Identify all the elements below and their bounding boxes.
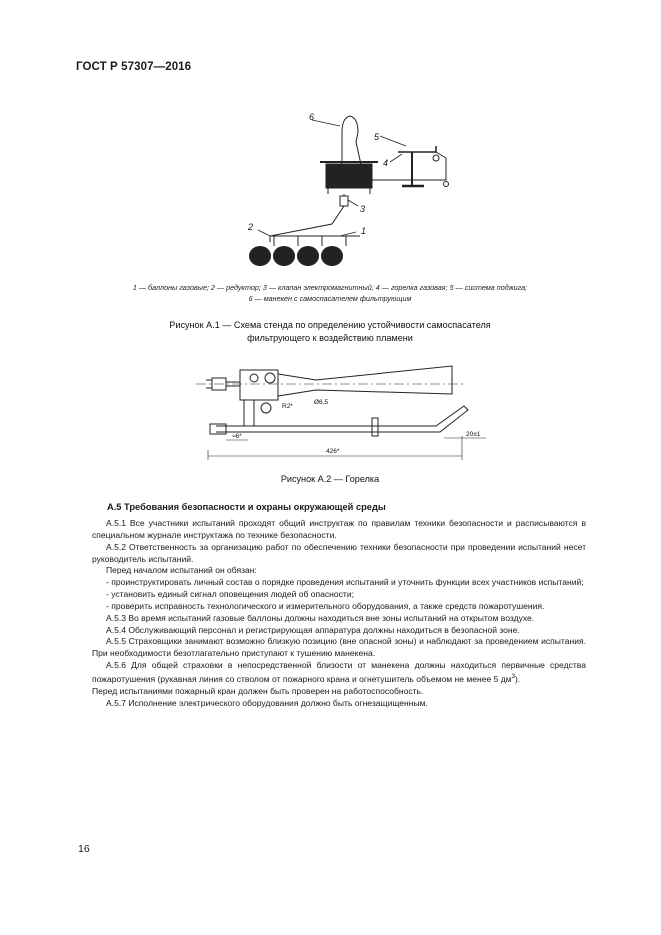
figure-a1-title xyxy=(80,319,580,345)
fig-label-2: 2 xyxy=(248,222,254,232)
legend-line-2: 6 — манекен с самоспасателем фильтрующим xyxy=(248,293,412,303)
figure-a1-test-stand-diagram xyxy=(230,100,470,275)
dim-radius: R2* xyxy=(282,403,293,410)
paragraph-a5-5: А.5.5 Страховщики занимают возможно близкую позицию (вне опасной зоны) и наблюдают за проведением испытания. При необходимости безотлагательно приступают к тушению манекена. xyxy=(92,636,586,659)
dim-small: ≈6* xyxy=(232,433,242,440)
fig-label-3: 3 xyxy=(360,204,366,214)
page-number: 16 xyxy=(78,843,90,855)
list-item-instruct: - проинструктировать личный состав о порядке проведения испытаний и уточнить функции всех участников испытаний; xyxy=(106,577,584,588)
fig-label-1: 1 xyxy=(361,226,367,236)
legend-line-1: 1 — баллоны газовые; 2 — редуктор; 3 — клапан электромагнитный; 4 — горелка газовая; 5 — система поджига; xyxy=(132,283,528,292)
paragraph-a5-6-tail: ). xyxy=(514,673,521,684)
section-heading: А.5 Требования безопасности и охраны окружающей среды xyxy=(107,502,386,512)
dim-diameter: Ø6,5 xyxy=(314,399,329,406)
section-body xyxy=(92,518,586,709)
figure-a2-title: Рисунок А.2 — Горелка xyxy=(280,474,380,484)
paragraph-a5-6 xyxy=(92,660,586,686)
dim-offset: 20±1 xyxy=(466,431,481,438)
figure-a1-title-line-2: фильтрующего к воздействию пламени xyxy=(247,333,413,343)
dim-length: 426* xyxy=(326,448,340,455)
paragraph-duties-intro: Перед началом испытаний он обязан: xyxy=(106,565,257,576)
paragraph-a5-7: А.5.7 Исполнение электрического оборудования должно быть огнезащищенным. xyxy=(106,697,428,708)
list-item-check: - проверить исправность технологического и измерительного оборудования, а также средств пожаротушения. xyxy=(106,600,545,611)
unit-superscript: 3 xyxy=(511,673,515,680)
list-item-signal: - установить единый сигнал оповещения людей об опасности; xyxy=(106,589,354,600)
paragraph-a5-3: А.5.3 Во время испытаний газовые баллоны должны находиться вне зоны испытаний на открытом воздухе. xyxy=(106,612,535,623)
paragraph-a5-4: А.5.4 Обслуживающий персонал и регистрирующая аппаратура должны находиться в безопасной зоне. xyxy=(106,624,520,635)
figure-a1-legend xyxy=(80,283,580,304)
figure-a2-burner-drawing xyxy=(196,356,496,466)
fig-label-6: 6 xyxy=(309,112,315,122)
paragraph-a5-1: А.5.1 Все участники испытаний проходят общий инструктаж по правилам техники безопасности и расписываются в специальном журнале инструктажа по технике безопасности. xyxy=(92,518,586,540)
paragraph-a5-6-text: А.5.6 Для общей страховки в непосредственной близости от манекена должны находиться первичные средства пожаротушения (рукавная линия со стволом от пожарного крана и огнетушитель объемом не менее 5 дм xyxy=(92,660,586,684)
fig-label-4: 4 xyxy=(383,158,389,168)
paragraph-hydrant-check: Перед испытаниями пожарный кран должен быть проверен на работоспособность. xyxy=(92,685,424,696)
document-header: ГОСТ Р 57307—2016 xyxy=(76,61,192,73)
fig-label-5: 5 xyxy=(374,132,380,142)
figure-a1-title-line-1: Рисунок А.1 — Схема стенда по определению устойчивости самоспасателя xyxy=(169,320,491,330)
paragraph-a5-2: А.5.2 Ответственность за организацию работ по обеспечению техники безопасности при проведении испытаний несет руководитель испытаний. xyxy=(92,541,586,564)
